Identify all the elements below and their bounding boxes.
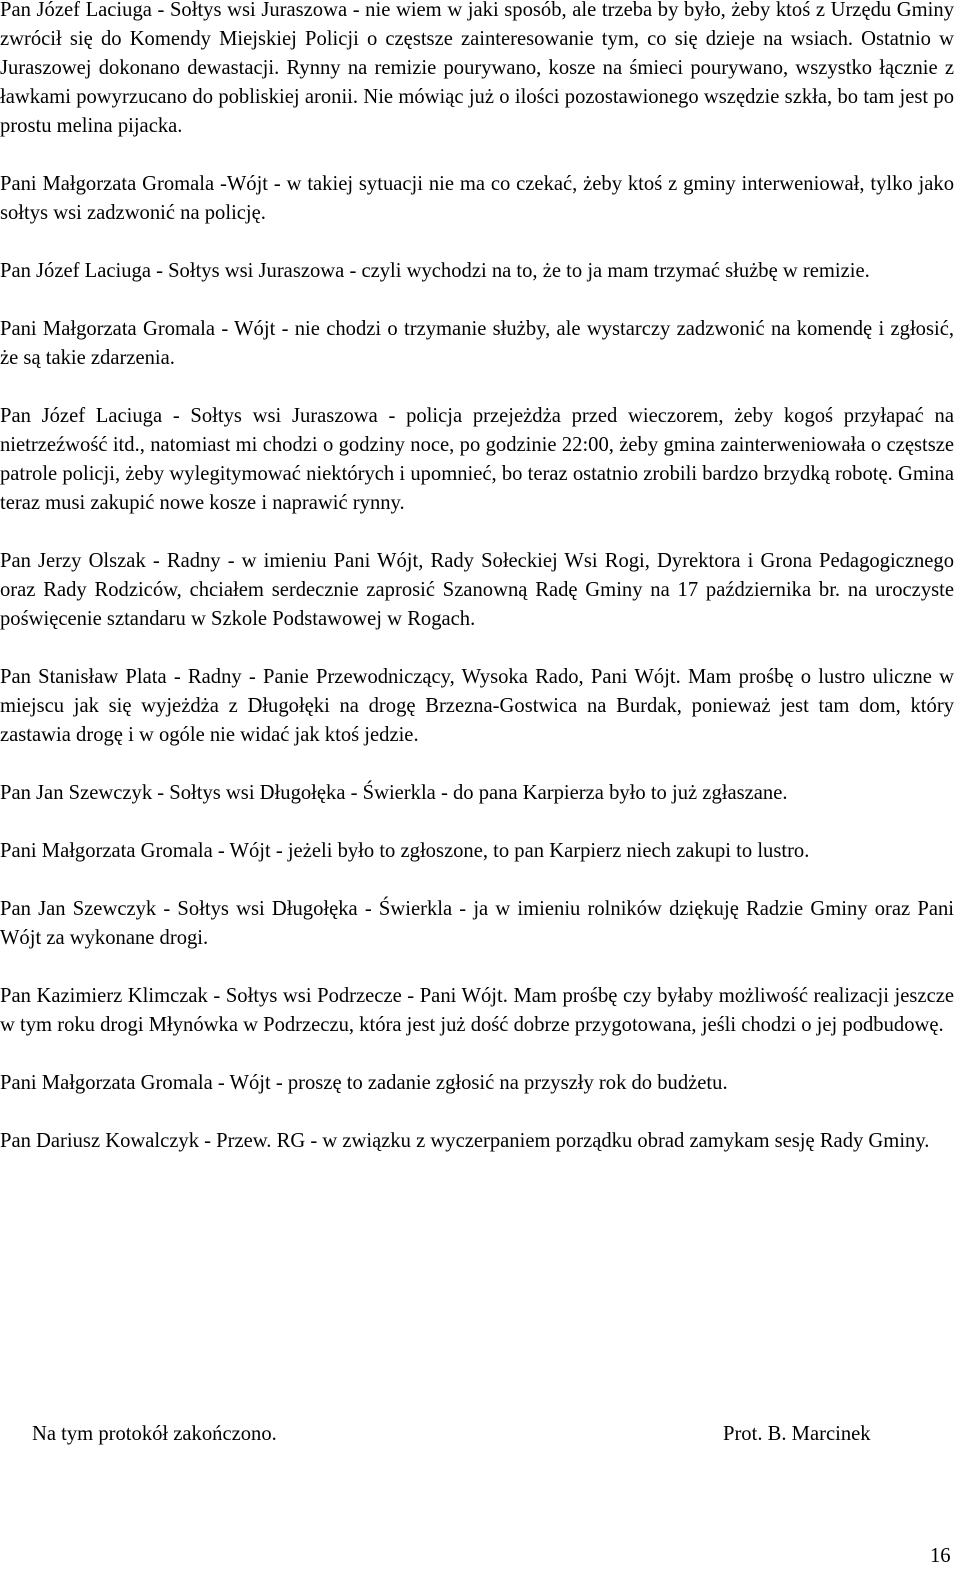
- paragraph: Pani Małgorzata Gromala -Wójt - w takiej sytuacji nie ma co czekać, żeby ktoś z gminy interweniował, tylko jako sołtys wsi zadzwonić na policję.: [0, 173, 954, 224]
- closing-statement: Na tym protokół zakończono.: [32, 1423, 277, 1445]
- protocol-author: Prot. B. Marcinek: [723, 1423, 871, 1445]
- paragraph: Pan Dariusz Kowalczyk - Przew. RG - w związku z wyczerpaniem porządku obrad zamykam sesję Rady Gminy.: [0, 1130, 930, 1152]
- closing-line: [0, 1423, 960, 1453]
- paragraph: Pan Jan Szewczyk - Sołtys wsi Długołęka - Świerkla - ja w imieniu rolników dziękuję Radzie Gminy oraz Pani Wójt za wykonane drogi.: [0, 898, 954, 949]
- paragraph: Pan Józef Laciuga - Sołtys wsi Juraszowa - policja przejeżdża przed wieczorem, żeby kogoś przyłapać na nietrzeźwość itd., natomiast mi chodzi o godziny noce, po godzinie 22:00, żeby gmina zainterweniowała o częstsze patrole policji, żeby wylegitymować niektórych i upomnieć, bo teraz ostatnio zrobili bardzo brzydką robotę. Gmina teraz musi zakupić nowe kosze i naprawić rynny.: [0, 405, 954, 514]
- paragraph: Pan Jerzy Olszak - Radny - w imieniu Pani Wójt, Rady Sołeckiej Wsi Rogi, Dyrektora i Grona Pedagogicznego oraz Rady Rodziców, chciałem serdecznie zaprosić Szanowną Radę Gminy na 17 października br. na uroczyste poświęcenie sztandaru w Szkole Podstawowej w Rogach.: [0, 550, 954, 630]
- page-number: 16: [930, 1545, 951, 1567]
- paragraph: Pani Małgorzata Gromala - Wójt - nie chodzi o trzymanie służby, ale wystarczy zadzwonić na komendę i zgłosić, że są takie zdarzenia.: [0, 318, 954, 369]
- paragraph: Pani Małgorzata Gromala - Wójt - proszę to zadanie zgłosić na przyszły rok do budżetu.: [0, 1072, 728, 1094]
- paragraph: Pan Kazimierz Klimczak - Sołtys wsi Podrzecze - Pani Wójt. Mam prośbę czy byłaby możliwość realizacji jeszcze w tym roku drogi Młynówka w Podrzeczu, która jest już dość dobrze przygotowana, jeśli chodzi o jej podbudowę.: [0, 985, 954, 1036]
- paragraph: Pani Małgorzata Gromala - Wójt - jeżeli było to zgłoszone, to pan Karpierz niech zakupi to lustro.: [0, 840, 810, 862]
- paragraph: Pan Józef Laciuga - Sołtys wsi Juraszowa - nie wiem w jaki sposób, ale trzeba by było, żeby ktoś z Urzędu Gminy zwrócił się do Komendy Miejskiej Policji o częstsze zainteresowanie tym, co się dzieje na wsiach. Ostatnio w Juraszowej dokonano dewastacji. Rynny na remizie pourywano, kosze na śmieci pourywano, wszystko łącznie z ławkami powyrzucano do pobliskiej aronii. Nie mówiąc już o ilości pozostawionego wszędzie szkła, bo tam jest po prostu melina pijacka.: [0, 0, 954, 137]
- paragraph: Pan Stanisław Plata - Radny - Panie Przewodniczący, Wysoka Rado, Pani Wójt. Mam prośbę o lustro uliczne w miejscu jak się wyjeżdża z Długołęki na drogę Brzezna-Gostwica na Burdak, ponieważ jest tam dom, który zastawia drogę i w ogóle nie widać jak ktoś jedzie.: [0, 666, 954, 746]
- paragraph: Pan Józef Laciuga - Sołtys wsi Juraszowa - czyli wychodzi na to, że to ja mam trzymać służbę w remizie.: [0, 260, 870, 282]
- paragraph: Pan Jan Szewczyk - Sołtys wsi Długołęka - Świerkla - do pana Karpierza było to już zgłaszane.: [0, 782, 788, 804]
